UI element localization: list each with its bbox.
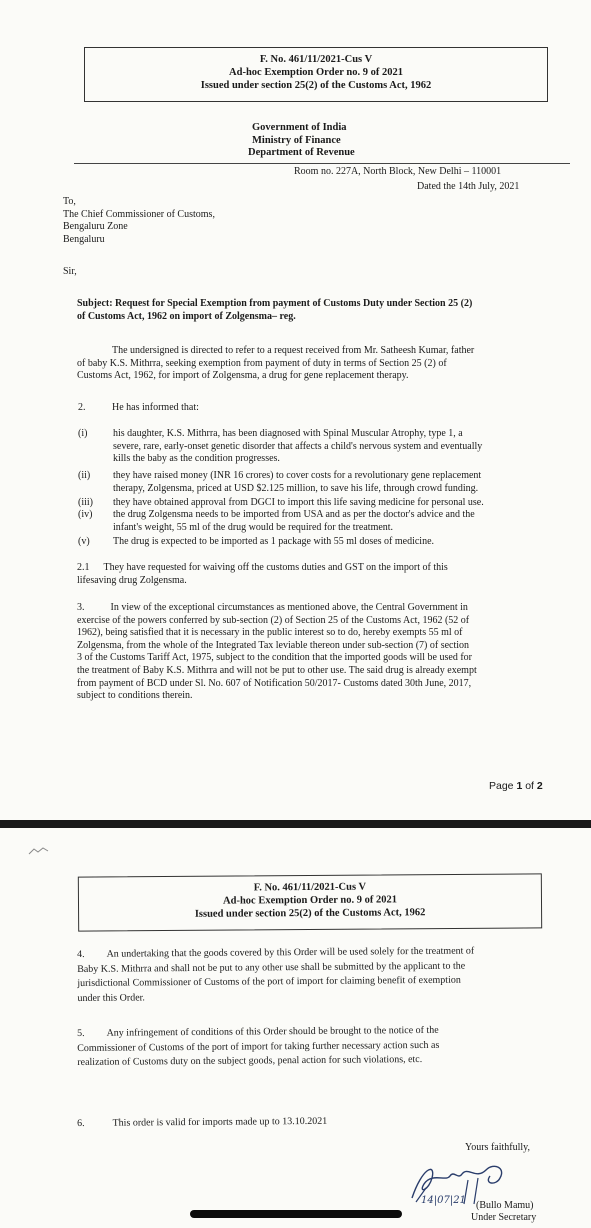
point-label: (i) [78, 428, 88, 439]
order-number: Ad-hoc Exemption Order no. 9 of 2021 [229, 67, 403, 78]
paragraph-line: 1962), being satisfied that it is necessary in the public interest so to do, hereby exempts 55 ml of [77, 627, 463, 639]
header-rule [74, 163, 570, 164]
recipient-block [63, 196, 215, 246]
order-date: Dated the 14th July, 2021 [417, 181, 520, 192]
ministry-name: Ministry of Finance [252, 134, 341, 146]
point-line: severe, rare, early-onset genetic disorder that affects a child's nervous system and eventually [113, 440, 483, 452]
intro-paragraph [77, 345, 571, 383]
point-text [113, 428, 571, 466]
subject [77, 297, 571, 323]
point-line: the drug Zolgensma needs to be imported from USA and as per the doctor's advice and the [113, 509, 475, 520]
paragraph-line: the treatment of Baby K.S. Mithrra and will not be put to other use. The said drug is already exempt [77, 664, 477, 676]
issued-under: Issued under section 25(2) of the Customs Act, 1962 [194, 907, 426, 920]
point-label: (ii) [78, 470, 91, 481]
point-line: they have raised money (INR 16 crores) to cover costs for a revolutionary gene replacement [113, 470, 482, 481]
paragraph-number: 4. [77, 948, 85, 960]
paragraph-number: 5. [77, 1027, 85, 1039]
page-prefix: Page [489, 780, 517, 792]
paragraph-line: 3 of the Customs Tariff Act, 1975, subject to the condition that the imported goods will be used for [77, 652, 472, 664]
paragraph-line: Zolgensma, from the whole of the Integrated Tax leviable thereon under sub-section (7) of section [77, 639, 470, 651]
order-header-box [78, 873, 542, 931]
paragraph-4 [77, 945, 571, 1006]
paragraph-5 [77, 1024, 571, 1070]
page-indicator [489, 780, 543, 792]
point-line: his daughter, K.S. Mithrra, has been diagnosed with Spinal Muscular Atrophy, type 1, a [113, 428, 463, 439]
issued-under: Issued under section 25(2) of the Customs Act, 1962 [200, 80, 432, 91]
paragraph-line: jurisdictional Commissioner of Customs of the port of import for claiming benefit of exemption [77, 974, 461, 990]
paragraph-line: subject to conditions therein. [77, 690, 193, 702]
paragraph-2-1 [77, 562, 571, 587]
paragraph-line: realization of Customs duty on the subject goods, penal action for such violations, etc. [77, 1054, 423, 1069]
government-name: Government of India [252, 122, 347, 133]
recipient-line: Bengaluru Zone [63, 221, 128, 232]
point-text [113, 470, 571, 495]
point-line: infant's weight, 55 ml of the drug would be required for the treatment. [113, 521, 394, 533]
paragraph-line: under this Order. [77, 992, 145, 1004]
paragraph-3 [77, 602, 571, 703]
intro-line: Customs Act, 1962, for import of Zolgensma, a drug for gene replacement therapy. [77, 370, 409, 382]
point-line: kills the baby as the condition progresses. [113, 453, 280, 465]
paragraph-line: An undertaking that the goods covered by this Order will be used solely for the treatment of [106, 945, 475, 960]
point-line: they have obtained approval from DGCI to import this life saving medicine for personal use. [113, 497, 484, 508]
document-page-2 [0, 828, 591, 1228]
intro-line: The undersigned is directed to refer to a request received from Mr. Satheesh Kumar, father [112, 345, 475, 356]
signature-date: 14|07|21 [421, 1195, 466, 1206]
paragraph-line: Any infringement of conditions of this Order should be brought to the notice of the [106, 1024, 439, 1039]
order-header-box [84, 47, 548, 102]
paragraph-line: from payment of BCD under Sl. No. 607 of Notification 50/2017- Customs dated 30th June, 2017, [77, 677, 472, 689]
point-label: (v) [78, 536, 90, 547]
stray-mark-icon [28, 846, 50, 856]
order-number: Ad-hoc Exemption Order no. 9 of 2021 [222, 894, 397, 907]
paragraph-6 [77, 1114, 571, 1131]
paragraph-number: 6. [77, 1117, 85, 1129]
paragraph-line: They have requested for waiving off the customs duties and GST on the import of this [103, 562, 448, 573]
paragraph-line: exercise of the powers conferred by sub-section (2) of Section 25 of the Customs Act, 1962 (52 of [77, 614, 470, 626]
paragraph-number: 3. [77, 602, 85, 613]
point-label: (iii) [78, 497, 93, 508]
paragraph-line: In view of the exceptional circumstances as mentioned above, the Central Government in [110, 602, 468, 613]
point-label: (iv) [78, 509, 93, 520]
page-current: 1 [516, 780, 523, 792]
paragraph-line: This order is valid for imports made up to 13.10.2021 [112, 1115, 328, 1129]
page-total: 2 [536, 780, 543, 792]
signatory-designation: Under Secretary [471, 1212, 537, 1223]
point-line: therapy, Zolgensma, priced at USD $2.125 million, to save his life, through crowd funding. [113, 482, 479, 494]
recipient-line: The Chief Commissioner of Customs, [63, 208, 215, 220]
intro-line: of baby K.S. Mithrra, seeking exemption from payment of duty in terms of Section 25 (2) of [77, 357, 447, 369]
point-line: The drug is expected to be imported as 1 package with 55 ml doses of medicine. [113, 536, 435, 547]
issuing-authority [248, 122, 355, 160]
subject-line: of Customs Act, 1962 on import of Zolgensma– reg. [77, 311, 296, 322]
file-number: F. No. 461/11/2021-Cus V [253, 881, 367, 894]
to-label: To, [63, 196, 76, 207]
signatory-name: (Bullo Mamu) [476, 1200, 534, 1211]
paragraph-line: Baby K.S. Mithrra and shall not be put to any other use shall be submitted by the applicant to the [77, 960, 466, 975]
recipient-line: Bengaluru [63, 233, 105, 245]
subject-line: Subject: Request for Special Exemption from payment of Customs Duty under Section 25 (2) [77, 298, 473, 309]
paragraph-number: 2.1 [77, 562, 90, 573]
paragraph-number: 2. [78, 402, 86, 413]
file-number: F. No. 461/11/2021-Cus V [259, 54, 373, 65]
point-text [113, 536, 571, 549]
department-name: Department of Revenue [248, 147, 355, 158]
salutation: Sir, [63, 266, 77, 277]
closing: Yours faithfully, [465, 1142, 531, 1153]
paragraph-line: Commissioner of Customs of the port of import for taking further necessary action such as [77, 1039, 440, 1054]
home-indicator[interactable] [190, 1210, 402, 1218]
office-address: Room no. 227A, North Block, New Delhi – 110001 [294, 166, 502, 177]
paragraph-line: lifesaving drug Zolgensma. [77, 574, 187, 586]
point-text [113, 509, 571, 534]
paragraph-2-text: He has informed that: [112, 402, 199, 413]
point-text [113, 497, 571, 510]
page-middle: of [522, 780, 537, 792]
